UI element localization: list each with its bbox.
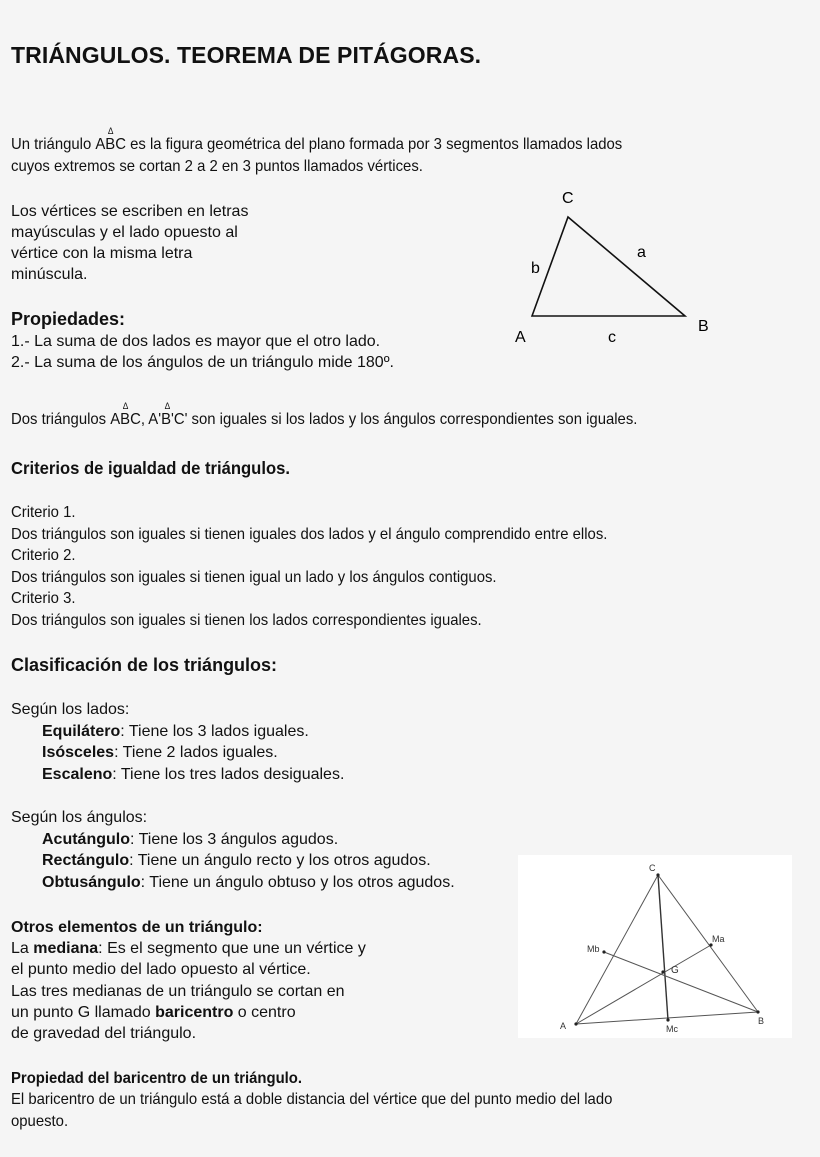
- tipo-isosceles: Isósceles: Tiene 2 lados iguales.: [42, 744, 278, 761]
- criterios-list: [11, 502, 607, 631]
- vertex-label-a: A: [515, 329, 526, 346]
- label-g: G: [671, 965, 679, 976]
- vertex-label-c: C: [562, 190, 574, 207]
- criterios-heading: Criterios de igualdad de triángulos.: [11, 458, 290, 478]
- vertices-paragraph: Los vértices se escriben en letras mayúsculas y el lado opuesto al vértice con la misma letra minúscula.: [11, 203, 249, 283]
- tipo-rectangulo: Rectángulo: Tiene un ángulo recto y los otros agudos.: [42, 852, 431, 869]
- label-c: C: [649, 863, 656, 873]
- otros-paragraph: La mediana: Es el segmento que une un vértice y el punto medio del lado opuesto al vértice. Las tres medianas de un triángulo se cortan en un punto G llamado baricentro o centro de gravedad del triángulo.: [11, 940, 366, 1043]
- equality-sentence: Dos triángulos Δ ABC, A' Δ B'C' son iguales si los lados y los ángulos correspondientes son iguales.: [11, 409, 637, 431]
- triangle-abc: Δ ABC: [110, 401, 141, 428]
- criterio-title: Criterio 1.: [11, 504, 76, 521]
- clasificacion-lados: Según los lados: Equilátero: Tiene los 3 lados iguales. Isósceles: Tiene 2 lados iguales. Escaleno: Tiene los tres lados desiguales.: [11, 699, 344, 785]
- criterio-desc: Dos triángulos son iguales si tienen iguales dos lados y el ángulo comprendido entre ellos.: [11, 525, 608, 543]
- page-title: TRIÁNGULOS. TEOREMA DE PITÁGORAS.: [11, 42, 482, 68]
- side-label-c: c: [608, 329, 616, 346]
- baricentro-heading: Propiedad del baricentro de un triángulo.: [11, 1070, 303, 1087]
- label-ma: Ma: [712, 934, 725, 944]
- intro-line-1: Un triángulo Δ ABC es la figura geométrica del plano formada por 3 segmentos llamados lados: [11, 134, 622, 156]
- intro-line-2: cuyos extremos se cortan 2 a 2 en 3 puntos llamados vértices.: [11, 158, 423, 175]
- otros-heading: Otros elementos de un triángulo:: [11, 919, 263, 936]
- propiedad-item: 2.- La suma de los ángulos de un triángulo mide 180º.: [11, 354, 394, 371]
- criterio-title: Criterio 3.: [11, 590, 76, 607]
- tipo-escaleno: Escaleno: Tiene los tres lados desiguales.: [42, 765, 345, 783]
- tipo-obtusangulo: Obtusángulo: Tiene un ángulo obtuso y los otros agudos.: [42, 873, 455, 891]
- tipo-acutangulo: Acutángulo: Tiene los 3 ángulos agudos.: [42, 830, 339, 848]
- label-a: A: [560, 1021, 567, 1031]
- propiedades-heading: Propiedades:: [11, 309, 126, 329]
- criterio-desc: Dos triángulos son iguales si tienen igual un lado y los ángulos contiguos.: [11, 568, 497, 586]
- triangle-prime: Δ B': [161, 401, 174, 428]
- tipo-equilatero: Equilátero: Tiene los 3 lados iguales.: [42, 722, 309, 740]
- side-label-a: a: [637, 244, 646, 261]
- side-label-b: b: [531, 260, 540, 277]
- criterio-desc: Dos triángulos son iguales si tienen los lados correspondientes iguales.: [11, 611, 482, 629]
- clasificacion-heading: Clasificación de los triángulos:: [11, 655, 278, 675]
- baricentro-paragraph: El baricentro de un triángulo está a doble distancia del vértice que del punto medio del lado opuesto.: [11, 1091, 613, 1130]
- criterio-title: Criterio 2.: [11, 547, 76, 564]
- label-b: B: [758, 1016, 765, 1026]
- label-mb: Mb: [587, 944, 600, 954]
- vertex-label-b: B: [698, 318, 709, 335]
- medians-diagram: [518, 855, 792, 1038]
- clasificacion-angulos: Según los ángulos: Acutángulo: Tiene los 3 ángulos agudos. Rectángulo: Tiene un ángulo recto y los otros agudos. Obtusángulo: Tiene un ángulo obtuso y los otros agudos.: [11, 807, 455, 893]
- medians-figure: [518, 855, 792, 1038]
- triangle-abc: Δ ABC: [95, 126, 126, 153]
- propiedad-item: 1.- La suma de dos lados es mayor que el otro lado.: [11, 333, 381, 350]
- propiedades-list: [11, 331, 394, 373]
- label-mc: Mc: [666, 1024, 678, 1034]
- triangle-abc-figure: [500, 180, 730, 350]
